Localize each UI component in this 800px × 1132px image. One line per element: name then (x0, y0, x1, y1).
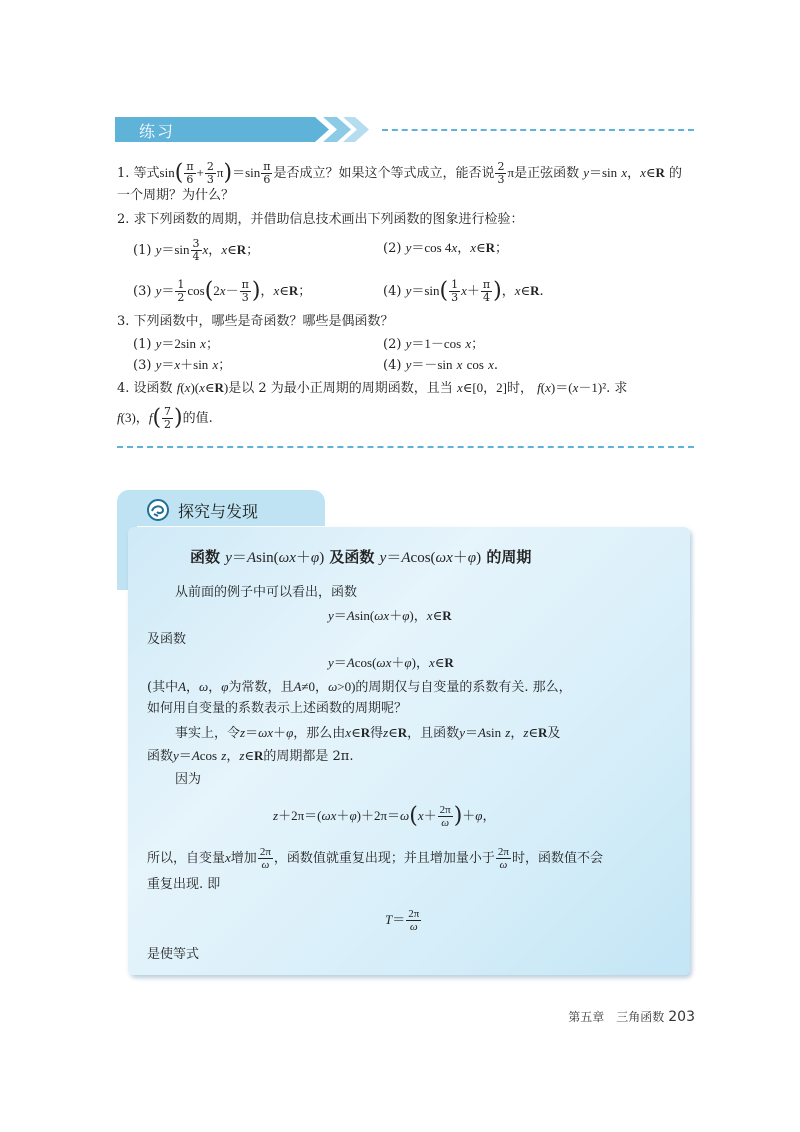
q2-item-3: (3) y＝ $\frac{1}{2}$ cos(2x－ $\frac{\pi}{3}$ )，x∈R； (133, 278, 312, 304)
p6-suffix: 的周期都是 2π. (263, 749, 354, 764)
explore-p4: 如何用自变量的系数表示上述函数的周期呢？ (147, 701, 408, 716)
q4-suffix: 的值. (182, 411, 213, 426)
page-footer (568, 1008, 695, 1025)
p5-mid: ，那么由 (293, 726, 346, 741)
explore-p10: 是使等式 (147, 947, 200, 962)
q2-item-1-label: (1) (133, 243, 152, 258)
explore-p8: 所以，自变量x增加 $\frac{2\pi}{\omega}$ ，函数值就重复出现；并且增加量小于 $\frac{2\pi}{\omega}$ 时，函数值不会 (147, 846, 603, 871)
q3-item-3-label: (3) (133, 358, 152, 373)
exercise-bottom-divider (117, 446, 694, 448)
q1-prefix: 1. 等式 (117, 166, 160, 181)
explore-heading: 函数 y＝Asin(ωx＋φ) 及函数 y＝Acos(ωx＋φ) 的周期 (190, 548, 532, 566)
explore-p7: 因为 (175, 772, 202, 787)
p5-prefix: 事实上，令 (175, 726, 241, 741)
q4-mid: 是以 2 为最小正周期的周期函数，且当 (228, 381, 453, 396)
q2-item-3-label: (3) (133, 284, 152, 299)
heading-mid: 及函数 (329, 548, 375, 566)
q2-item-4-label: (4) (383, 284, 402, 299)
p8-prefix: 所以，自变量 (147, 851, 226, 866)
p5-mid2: 得 (370, 726, 384, 741)
heading-prefix: 函数 (190, 548, 221, 566)
explore-p2: 及函数 (147, 632, 187, 647)
q3-item-4-label: (4) (383, 358, 402, 373)
p8-mid2: ，函数值就重复出现；并且增加量小于 (273, 851, 495, 866)
explore-p5: 事实上，令z＝ωx＋φ，那么由x∈R得z∈R，且函数y＝Asin z，z∈R及 (175, 725, 561, 741)
exercise-title: 练习 (139, 122, 176, 141)
q2-item-2: (2) y＝cos 4x，x∈R； (383, 240, 509, 256)
q3-item-3: (3) y＝x＋sin x； (133, 357, 232, 373)
p5-mid3: ，且函数 (407, 726, 460, 741)
q4-prefix: 4. 设函数 (117, 381, 173, 396)
explore-swirl-icon (146, 498, 170, 526)
q2-item-1: (1) y＝sin $\frac{3}{4}$ x，x∈R； (133, 237, 260, 263)
explore-p1: 从前面的例子中可以看出，函数 (175, 585, 358, 600)
question-4-line-2: f(3)，f( $\frac{7}{2}$ )的值. (117, 405, 213, 431)
q2-item-2-label: (2) (383, 241, 402, 256)
p3-mid: 为常数，且 (228, 680, 294, 695)
q1-suffix: 是正弦函数 (514, 166, 580, 181)
q1-mid: 是否成立？如果这个等式成立，能否说 (273, 166, 495, 181)
explore-formula-T: T＝ $\frac{2\pi}{\omega}$ (385, 908, 420, 933)
explore-formula-sin: y＝Asin(ωx＋φ)，x∈R (328, 608, 452, 624)
q2-item-4: (4) y＝sin( $\frac{1}{3}$ x＋ $\frac{\pi}{4}$ )，x∈R. (383, 278, 544, 304)
question-2: 2. 求下列函数的周期，并借助信息技术画出下列函数的图象进行检验： (117, 212, 524, 227)
explore-formula-period-shift: z＋2π＝(ωx＋φ)＋2π＝ω(x＋ $\frac{2\pi}{\omega}$ )＋φ， (273, 803, 496, 829)
p5-suffix: 及 (547, 726, 561, 741)
question-1-line-1: 1. 等式sin( $\frac{\pi}{6}$ + $\frac{2}{3}$ π)＝sin $\frac{\pi}{6}$ 是否成立？如果这个等式成立，能否说 $\frac{2}{3}$ π是正弦函数 y＝sin x，x∈R 的 (117, 160, 683, 186)
q3-item-2: (2) y＝1－cos x； (383, 336, 485, 352)
explore-p3: (其中A，ω，φ为常数，且A≠0，ω>0)的周期仅与自变量的系数有关. 那么， (147, 679, 572, 695)
heading-suffix: 的周期 (486, 548, 532, 566)
exercise-header (115, 117, 375, 142)
p3-prefix: (其中 (147, 680, 179, 695)
q3-item-2-label: (2) (383, 337, 402, 352)
p8-mid: 增加 (230, 851, 257, 866)
explore-title: 探究与发现 (178, 502, 259, 521)
exercise-top-divider (382, 129, 694, 131)
q3-item-1: (1) y＝2sin x； (133, 336, 219, 352)
question-3: 3. 下列函数中，哪些是奇函数？哪些是偶函数？ (117, 314, 394, 329)
q3-item-4: (4) y＝－sin x cos x. (383, 357, 498, 373)
question-1-line-2: 一个周期？为什么？ (117, 188, 235, 203)
footer-chapter: 第五章 三角函数 (568, 1010, 665, 1024)
q4-mid2: 时， (507, 381, 534, 396)
explore-p6: 函数y＝Acos z，z∈R的周期都是 2π. (147, 748, 354, 764)
question-4-line-1: 4. 设函数 f(x)(x∈R)是以 2 为最小正周期的周期函数，且当 x∈[0，2]时， f(x)＝(x－1)². 求 (117, 380, 628, 396)
page-number: 203 (668, 1009, 695, 1025)
explore-formula-cos: y＝Acos(ωx＋φ)，x∈R (328, 655, 454, 671)
explore-p9: 重复出现. 即 (147, 877, 221, 892)
p8-suffix: 时，函数值不会 (511, 851, 603, 866)
p3-suffix: 的周期仅与自变量的系数有关. 那么， (355, 680, 572, 695)
p6-prefix: 函数 (147, 749, 174, 764)
q3-item-1-label: (1) (133, 337, 152, 352)
